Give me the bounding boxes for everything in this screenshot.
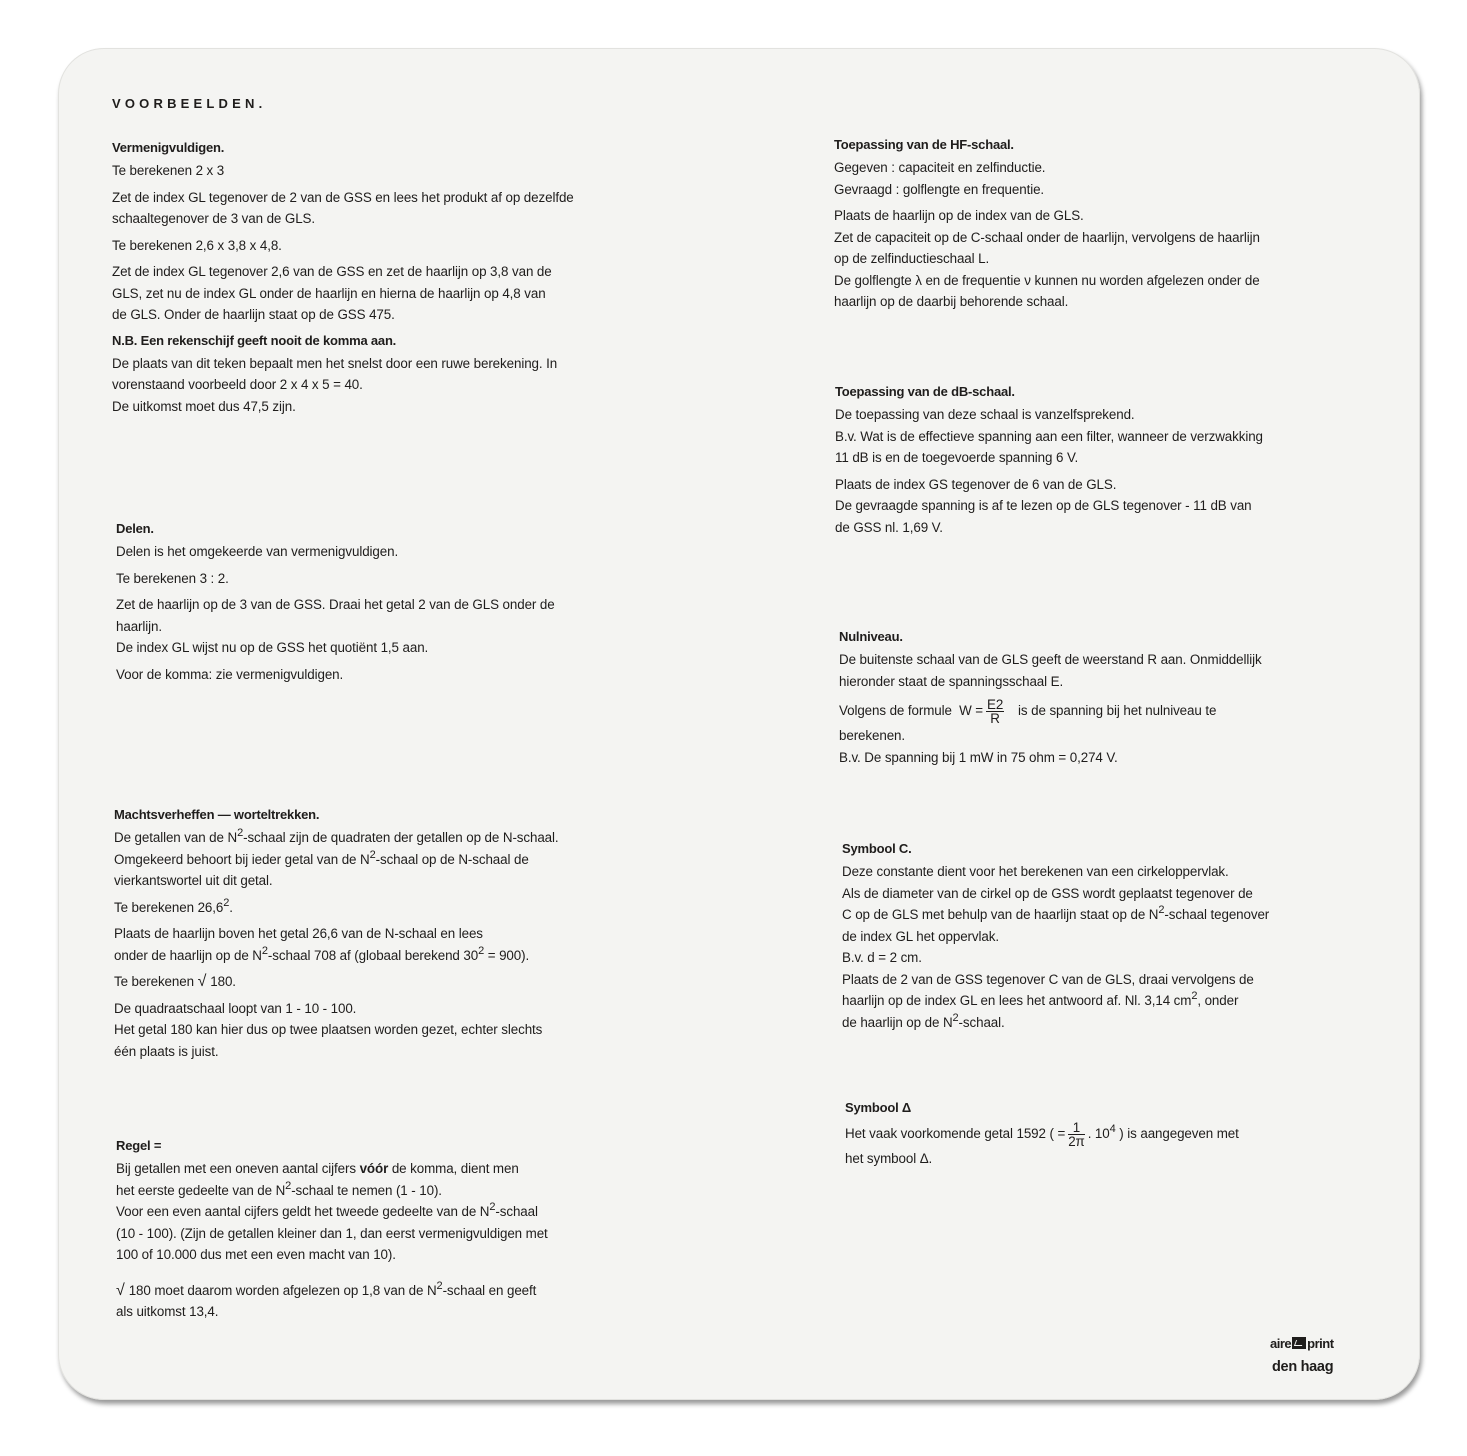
text-line: Zet de haarlijn op de 3 van de GSS. Draai het getal 2 van de GLS onder de bbox=[116, 597, 555, 612]
text-line: de GSS nl. 1,69 V. bbox=[835, 519, 943, 535]
text-line: Het getal 180 kan hier dus op twee plaatsen worden gezet, echter slechts bbox=[114, 1022, 543, 1037]
text-line: Te berekenen 2,6 x 3,8 x 4,8. bbox=[112, 237, 282, 253]
text-line: B.v. De spanning bij 1 mW in 75 ohm = 0,274 V. bbox=[839, 749, 1118, 765]
text-line: De buitenste schaal van de GLS geeft de weerstand R aan. Onmiddellijk bbox=[839, 652, 1262, 667]
text-line: (10 - 100). (Zijn de getallen kleiner dan 1, dan eerst vermenigvuldigen met bbox=[116, 1225, 548, 1241]
text-line: Plaats de haarlijn boven het getal 26,6 van de N-schaal en lees bbox=[114, 926, 483, 941]
section-heading: Toepassing van de HF-schaal. bbox=[834, 137, 1014, 152]
text-line: Plaats de haarlijn op de index van de GLS. bbox=[834, 208, 1084, 223]
text-line: 100 of 10.000 dus met een even macht van 10). bbox=[116, 1247, 396, 1262]
text-line: haarlijn op de daarbij behorende schaal. bbox=[834, 294, 1069, 309]
section-heading: Machtsverheffen — worteltrekken. bbox=[114, 807, 320, 822]
text-line: Te berekenen √ 180. bbox=[114, 973, 236, 990]
text-line: 11 dB is en de toegevoerde spanning 6 V. bbox=[835, 450, 1079, 465]
text-line: Deze constante dient voor het berekenen van een cirkeloppervlak. bbox=[842, 864, 1229, 879]
text-line: Zet de capaciteit op de C-schaal onder de haarlijn, vervolgens de haarlijn bbox=[834, 229, 1260, 245]
text-line: Te berekenen 26,6$^2$. bbox=[114, 896, 233, 915]
text-line: één plaats is juist. bbox=[114, 1043, 219, 1059]
text-line: De getallen van de $N^2$-schaal zijn de quadraten der getallen op de N-schaal. bbox=[114, 827, 559, 845]
section-heading: Nulniveau. bbox=[839, 629, 903, 644]
text-line: B.v. d = 2 cm. bbox=[842, 950, 922, 965]
section-heading: Vermenigvuldigen. bbox=[112, 140, 225, 155]
section-machtsverheffen bbox=[114, 807, 559, 1062]
text-line: De quadraatschaal loopt van 1 - 10 - 100. bbox=[114, 1000, 357, 1016]
text-line: Zet de index GL tegenover 2,6 van de GSS en zet de haarlijn op 3,8 van de bbox=[112, 264, 552, 279]
text-line: de haarlijn op de $N^2$-schaal. bbox=[842, 1011, 1005, 1030]
text-line: C op de GLS met behulp van de haarlijn staat op de $N^2$-schaal tegenover bbox=[842, 904, 1270, 922]
formula-line: Het vaak voorkomende getal 1592 ( = $\frac{1}{2\pi}$ . $10^4$ ) is aangegeven met bbox=[845, 1120, 1239, 1149]
text-line: onder de haarlijn op de $N^2$-schaal 708 af (globaal berekend $30^2 = 900$). bbox=[114, 944, 530, 963]
page-title: VOORBEELDEN. bbox=[112, 96, 267, 111]
publisher-city: den haag bbox=[1272, 1359, 1334, 1375]
text-line: op de zelfinductieschaal L. bbox=[834, 251, 990, 266]
text-line: de GLS. Onder de haarlijn staat op de GSS 475. bbox=[112, 307, 395, 322]
formula-line: Volgens de formule W = $\frac{E2}{R}$ is de spanning bij het nulniveau te bbox=[839, 697, 1217, 726]
text-line: √ 180 moet daarom worden afgelezen op 1,8 van de $N^2$-schaal en geeft bbox=[116, 1279, 537, 1299]
text-line: als uitkomst 13,4. bbox=[116, 1304, 219, 1319]
text-line: Voor de komma: zie vermenigvuldigen. bbox=[116, 666, 344, 682]
text-line: Te berekenen 2 x 3 bbox=[112, 163, 225, 178]
text-line: Bij getallen met een oneven aantal cijfers vóór de komma, dient men bbox=[116, 1161, 519, 1176]
section-heading: Regel = bbox=[116, 1138, 162, 1153]
section-heading: Symbool Δ bbox=[845, 1100, 912, 1115]
text-line: het symbool Δ. bbox=[845, 1151, 933, 1166]
section-heading: Toepassing van de dB-schaal. bbox=[835, 384, 1015, 399]
section-symbool-c bbox=[842, 841, 1269, 1033]
text-line: schaaltegenover de 3 van de GLS. bbox=[112, 211, 316, 226]
sqrt-symbol: √ bbox=[197, 973, 207, 990]
text-line: De golflengte λ en de frequentie ν kunnen nu worden afgelezen onder de bbox=[834, 272, 1260, 288]
section-heading: Symbool C. bbox=[842, 841, 912, 856]
text-line: vorenstaand voorbeeld door 2 x 4 x 5 = 40. bbox=[112, 377, 363, 392]
logo-mark-icon bbox=[1292, 1337, 1306, 1349]
section-symbool-delta bbox=[845, 1100, 1239, 1170]
text-line: Zet de index GL tegenover de 2 van de GSS en lees het produkt af op dezelfde bbox=[112, 189, 574, 205]
text-line: het eerste gedeelte van de $N^2$-schaal te nemen (1 - 10). bbox=[116, 1179, 442, 1198]
text-line: haarlijn op de index GL en lees het antwoord af. Nl. 3,14 $cm^2$, onder bbox=[842, 990, 1239, 1008]
text-line: vierkantswortel uit dit getal. bbox=[114, 873, 273, 888]
text-line: Gegeven : capaciteit en zelfinductie. bbox=[834, 160, 1046, 175]
section-db-schaal bbox=[835, 384, 1263, 538]
formula-fraction: $\frac{E2}{R}$ bbox=[986, 697, 1004, 726]
section-hf-schaal bbox=[834, 137, 1260, 313]
section-regel bbox=[116, 1138, 548, 1323]
nb-note: N.B. Een rekenschijf geeft nooit de komma aan. bbox=[112, 332, 397, 348]
text-line: berekenen. bbox=[839, 728, 906, 743]
text-line: Omgekeerd behoort bij ieder getal van de $N^2$-schaal op de N-schaal de bbox=[114, 848, 529, 867]
section-heading: Delen. bbox=[116, 521, 154, 536]
text-line: De uitkomst moet dus 47,5 zijn. bbox=[112, 398, 296, 414]
text-line: Delen is het omgekeerde van vermenigvuldigen. bbox=[116, 544, 399, 559]
text-line: GLS, zet nu de index GL onder de haarlijn en hierna de haarlijn op 4,8 van bbox=[112, 285, 546, 301]
text-line: Gevraagd : golflengte en frequentie. bbox=[834, 181, 1045, 197]
text-line: de index GL het oppervlak. bbox=[842, 928, 999, 944]
text-line: hieronder staat de spanningsschaal E. bbox=[839, 673, 1064, 689]
section-nulniveau bbox=[839, 629, 1262, 768]
text-line: B.v. Wat is de effectieve spanning aan een filter, wanneer de verzwakking bbox=[835, 428, 1263, 444]
text-line: Als de diameter van de cirkel op de GSS wordt geplaatst tegenover de bbox=[842, 885, 1253, 901]
text-line: De index GL wijst nu op de GSS het quotiënt 1,5 aan. bbox=[116, 640, 429, 655]
sqrt-symbol: √ bbox=[116, 1281, 125, 1299]
text-line: haarlijn. bbox=[116, 618, 162, 634]
text-line: Voor een even aantal cijfers geldt het tweede gedeelte van de $N^2$-schaal bbox=[116, 1201, 538, 1219]
formula-fraction: $\frac{1}{2\pi}$ bbox=[1068, 1120, 1085, 1149]
section-delen bbox=[116, 521, 555, 685]
text-line: Plaats de 2 van de GSS tegenover C van de GLS, draai vervolgens de bbox=[842, 971, 1254, 987]
text-line: Te berekenen 3 : 2. bbox=[116, 570, 229, 586]
text-line: De toepassing van deze schaal is vanzelfsprekend. bbox=[835, 407, 1135, 422]
text-line: De gevraagde spanning is af te lezen op de GLS tegenover - 11 dB van bbox=[835, 498, 1252, 513]
text-line: De plaats van dit teken bepaalt men het snelst door een ruwe berekening. In bbox=[112, 355, 558, 371]
section-vermenigvuldigen bbox=[112, 140, 574, 417]
publisher-logo: aire print bbox=[1270, 1336, 1334, 1351]
text-line: Plaats de index GS tegenover de 6 van de GLS. bbox=[835, 476, 1117, 492]
